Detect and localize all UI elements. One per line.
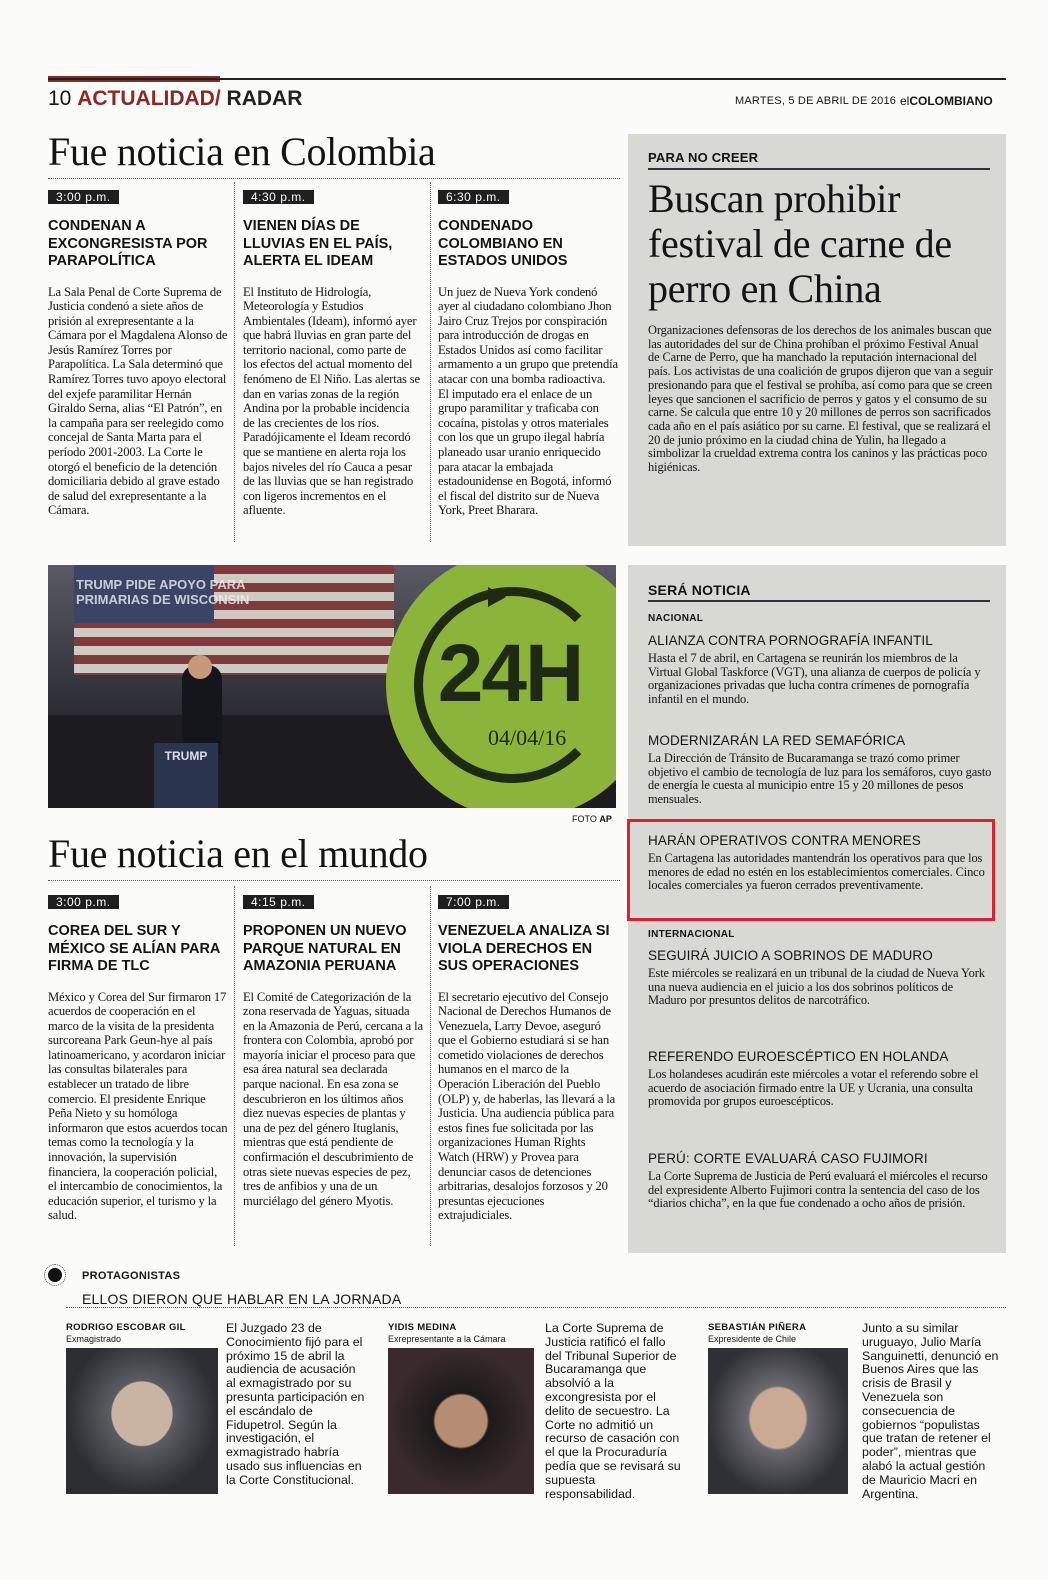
person-role: Expresidente de Chile [708, 1334, 797, 1344]
story-title: CONDENADO COLOMBIANO EN ESTADOS UNIDOS [438, 218, 568, 269]
person-role: Exrepresentante a la Cámara [388, 1334, 506, 1344]
colombia-story-1 [48, 188, 228, 518]
colombia-rule [48, 178, 620, 179]
story-time: 6:30 p.m. [438, 190, 509, 204]
story-body: El secretario ejecutivo del Consejo Nacional de Derechos Humanos de Venezuela, Larry Devoe, aseguró que el Gobierno estudiará si se han cometido violaciones de derechos humanos en el marco de la Operación Liberación del Pueblo (OLP) y, de haberlas, las llevará a la Justicia. Una audiencia pública para estos fines fue solicitada por las organizaciones Human Rights Watch (HRW) y Provea para denunciar casos de detenciones arbitrarias, desalojos forzosos y 20 presuntas ejecuciones extrajudiciales. [438, 989, 616, 1223]
story-title: PROPONEN UN NUEVO PARQUE NATURAL EN AMAZONIA PERUANA [243, 923, 407, 974]
story-time: 7:00 p.m. [438, 895, 509, 909]
colombia-story-2 [243, 188, 423, 518]
internacional-label: INTERNACIONAL [648, 929, 735, 940]
24h-badge-label: 24H [437, 628, 583, 719]
protagonistas-rule [66, 1307, 1006, 1308]
mundo-rule [48, 880, 620, 881]
nacional-item-2 [648, 733, 993, 807]
nacional-item-1 [648, 633, 993, 707]
item-title: MODERNIZARÁN LA RED SEMAFÓRICA [648, 733, 906, 748]
story-body: El Comité de Categorización de la zona reservada de Yaguas, situada en la Amazonia de Perú, cercana a la frontera con Colombia, aprobó por mayoría iniciar el proceso para que esa área natural sea declarada parque nacional. En esa zona se descubrieron en los últimos años diez nuevas especies de plantas y una de pez del género Ituglanis, mientras que está pendiente de confirmación el descubrimiento de otras siete nuevas especies de pez, tres de anfibios y una de un murciélago del género Myotis. [243, 989, 423, 1208]
person-name: RODRIGO ESCOBAR GIL [66, 1322, 186, 1333]
story-body: México y Corea del Sur firmaron 17 acuerdos de cooperación en el marco de la visita de la presidenta surcoreana Park Geun-hye al país latinoamericano, y acordaron iniciar las consultas bilaterales para establecer un tratado de libre comercio. El presidente Enrique Peña Nieto y su homóloga informaron que estos acuerdos tocan temas como la tecnología y la innovación, la supervisión financiera, la cooperación policial, el intercambio de conocimientos, la educación superior, el turismo y la salud. [48, 989, 228, 1223]
issue-date: MARTES, 5 DE ABRIL DE 2016 [735, 95, 897, 107]
tag-rule [648, 168, 990, 170]
column-divider [234, 182, 235, 542]
header-rule [48, 78, 1006, 80]
subsection-name: RADAR [226, 87, 303, 110]
para-no-creer-body: Organizaciones defensoras de los derechos de los animales buscan que las autoridades del sur de China prohíban el próximo Festival Anual de Carne de Perro, que ha manchado la reputación internacional del país. Los activistas de una coalición de grupos dijeron que van a seguir presionando para que el festival se prohíba, así como para que se creen leyes que sancionen el sacrificio de perros y gatos y el consumo de su carne. Se calcula que entre 10 y 20 millones de perros son sacrificados cada año en el país asiático por su carne. El festival, que se realizará el 20 de junio próximo en la ciudad china de Yulin, ha llegado a simbolizar la crueldad extrema contra los caninos y las prácticas poco higiénicas. [648, 323, 993, 475]
photo-credit [572, 814, 612, 824]
item-body: La Corte Suprema de Justicia de Perú evaluará el miércoles el recurso del expresidente Alberto Fujimori contra la sentencia del caso de los “diarios chicha”, en la que fue condenado a ocho años de prisión. [648, 1169, 988, 1211]
section-separator: / [214, 87, 221, 110]
brand-name: COLOMBIANO [909, 94, 993, 108]
item-title: HARÁN OPERATIVOS CONTRA MENORES [648, 833, 921, 848]
person-role: Exmagistrado [66, 1334, 122, 1344]
internacional-item-2 [648, 1049, 993, 1109]
mundo-heading: Fue noticia en el mundo [48, 831, 428, 876]
person-photo [708, 1348, 848, 1494]
person-name: YIDIS MEDINA [388, 1322, 457, 1333]
story-title: VENEZUELA ANALIZA SI VIOLA DERECHOS EN SUS OPERACIONES [438, 923, 610, 974]
item-title: ALIANZA CONTRA PORNOGRAFÍA INFANTIL [648, 633, 933, 648]
news-photo [48, 565, 616, 808]
story-body: El Instituto de Hidrología, Meteorología y Estudios Ambientales (Ideam), informó ayer que habrá lluvias en gran parte del territorio nacional, como parte de los efectos del actual momento del fenómeno de El Niño. Las alertas se dan en varias zonas de la región Andina por la probable incidencia de las crecientes de los ríos. Paradójicamente el Ideam recordó que se mantiene en alerta roja los bajos niveles del río Cauca a pesar de las lluvias que se han registrado con ligeros incrementos en el afluente. [243, 284, 420, 518]
protagonist-1 [66, 1322, 186, 1344]
person-photo [66, 1348, 218, 1494]
column-divider [430, 886, 431, 1246]
protagonist-3 [708, 1322, 806, 1344]
colombia-heading: Fue noticia en Colombia [48, 129, 436, 174]
story-title: CONDENAN A EXCONGRESISTA POR PARAPOLÍTICA [48, 218, 208, 269]
story-time: 3:00 p.m. [48, 895, 119, 909]
section-name: ACTUALIDAD [77, 87, 215, 110]
mundo-story-3 [438, 893, 618, 1223]
protagonist-2 [388, 1322, 506, 1344]
story-body: Un juez de Nueva York condenó ayer al ciudadano colombiano Jhon Jairo Cruz Trejos por conspiración para introducción de drogas en Estados Unidos así como facilitar armamento a un grupo que pretendía atacar con una bomba radioactiva. El imputado era el enlace de un grupo paramilitar y traficaba con cocaína, pistolas y otros materiales con los que un grupo ilegal habría planeado usar uranio enriquecido para atacar la embajada estadounidense en Bogotá, informó el fiscal del distrito sur de Nueva York, Preet Bharara. [438, 284, 618, 518]
item-title: SEGUIRÁ JUICIO A SOBRINOS DE MADURO [648, 948, 933, 963]
speaker-head [188, 655, 212, 679]
person-name: SEBASTIÁN PIÑERA [708, 1322, 807, 1333]
story-title: VIENEN DÍAS DE LLUVIAS EN EL PAÍS, ALERTA EL IDEAM [243, 218, 393, 269]
story-time: 4:15 p.m. [243, 895, 314, 909]
mundo-story-1 [48, 893, 228, 1223]
person-icon-ring [44, 1264, 66, 1286]
story-time: 4:30 p.m. [243, 190, 314, 204]
story-body: La Sala Penal de Corte Suprema de Justicia condenó a siete años de prisión al exrepresentante a la Cámara por el Magdalena Alonso de Jesús Ramírez Torres por Parapolítica. La Sala determinó que Ramírez Torres tuvo apoyo electoral del exjefe paramilitar Hernán Giraldo Serna, alias “El Patrón”, en la campaña para ser reelegido como concejal de Santa Marta para el período 2001-2003. La Corte le otorgó el beneficio de la detención domiciliaria debido al grave estado de salud del exrepresentante a la Cámara. [48, 284, 228, 518]
column-divider [234, 886, 235, 1246]
story-time: 3:00 p.m. [48, 190, 119, 204]
para-no-creer-headline: Buscan prohibir festival de carne de perro en China [648, 176, 952, 311]
protagonistas-heading: ELLOS DIERON QUE HABLAR EN LA JORNADA [82, 1291, 402, 1307]
item-title: PERÚ: CORTE EVALUARÁ CASO FUJIMORI [648, 1151, 928, 1166]
24h-badge-date: 04/04/16 [488, 725, 567, 750]
mundo-story-2 [243, 893, 423, 1208]
story-title: COREA DEL SUR Y MÉXICO SE ALÍAN PARA FIRMA DE TLC [48, 923, 220, 974]
photo-credit-source: AP [599, 814, 612, 824]
person-text: La Corte Suprema de Justicia ratificó el fallo del Tribunal Superior de Bucaramanga que absolvió a la excongresista por el delito de secuestro. La Corte no admitió un recurso de casación con el que la Procuraduría pedía que se revisará su supuesta responsabilidad. [545, 1321, 681, 1501]
item-body: Hasta el 7 de abril, en Cartagena se reunirán los miembros de la Virtual Global Taskforce (VGT), una alianza de cuerpos de policía y organizaciones privadas que lucha contra crímenes de pornografía infantil en el mundo. [648, 651, 981, 707]
photo-overlay-text: TRUMP PIDE APOYO PARA PRIMARIAS DE WISCONSIN [76, 577, 250, 607]
colombia-story-3 [438, 188, 618, 518]
page-header [48, 87, 302, 111]
item-body: Este miércoles se realizará en un tribunal de la ciudad de Nueva York una nueva audiencia en el juicio a los dos sobrinos políticos de Maduro por presuntos delitos de narcotráfico. [648, 966, 985, 1008]
arrow-icon [488, 587, 506, 607]
podium-sign: TRUMP [154, 743, 218, 808]
tag-rule [648, 600, 990, 602]
protagonistas-tag: PROTAGONISTAS [82, 1270, 181, 1282]
person-photo [388, 1348, 534, 1494]
item-title: REFERENDO EUROESCÉPTICO EN HOLANDA [648, 1049, 949, 1064]
sera-noticia-tag: SERÁ NOTICIA [648, 582, 751, 598]
item-body: Los holandeses acudirán este miércoles a votar el referendo sobre el acuerdo de asociación firmado entre la UE y Ucrania, una consulta promovida por grupos euroescépticos. [648, 1067, 979, 1109]
person-text: Junto a su similar uruguayo, Julio María Sanguinetti, denunció en Buenos Aires que las crisis de Brasil y Venezuela son consecuencia de gobiernos “populistas que tratan de retener el poder”, mientras que alabó la actual gestión de Mauricio Macri en Argentina. [862, 1321, 999, 1501]
column-divider [430, 182, 431, 542]
sera-noticia-panel [628, 565, 1006, 1253]
newspaper-brand [900, 94, 993, 108]
nacional-label: NACIONAL [648, 613, 704, 624]
para-no-creer-tag: PARA NO CREER [648, 150, 759, 165]
brand-prefix: el [900, 94, 910, 108]
person-text: El Juzgado 23 de Conocimiento fijó para el próximo 15 de abril la audiencia de acusación al exmagistrado por su presunta participación en el escándalo de Fidupetrol. Según la investigación, el exmagistrado habría usado sus influencias en la Corte Constitucional. [226, 1321, 365, 1487]
item-body: En Cartagena las autoridades mantendrán los operativos para que los menores de edad no estén en los establecimientos comerciales. Cinco locales comerciales ya fueron cerrados preventivamente. [648, 851, 985, 893]
nacional-item-3 [648, 833, 993, 893]
internacional-item-3 [648, 1151, 993, 1211]
para-no-creer-panel [628, 134, 1006, 546]
page-number: 10 [48, 87, 72, 110]
photo-credit-label: FOTO [572, 814, 597, 824]
item-body: La Dirección de Tránsito de Bucaramanga se trazó como primer objetivo el cambio de tecnología de luz para los semáforos, cuyo gasto de energía le cuesta al municipio entre 15 y 20 millones de pesos mensuales. [648, 751, 992, 807]
internacional-item-1 [648, 948, 993, 1008]
